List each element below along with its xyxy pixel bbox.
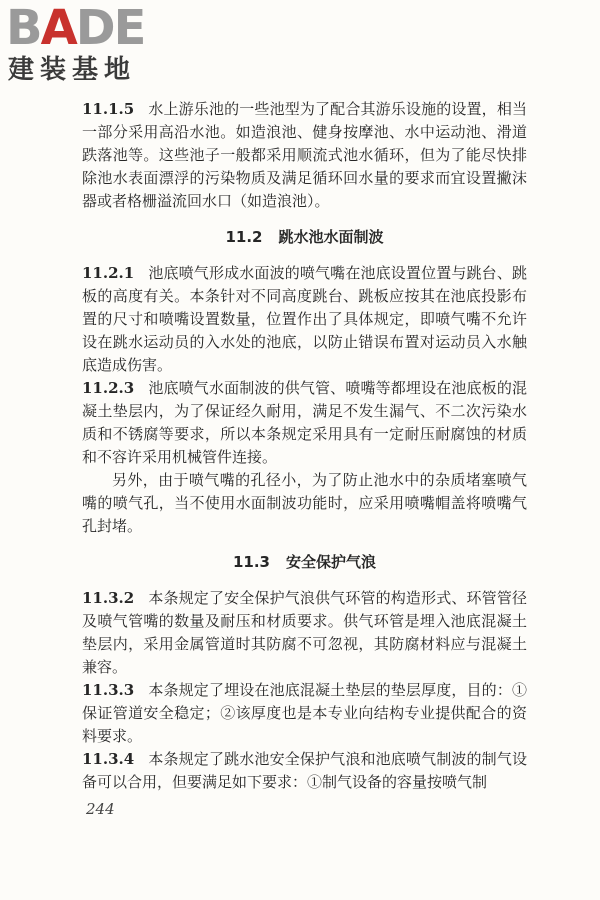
clause-text: 本条规定了埋设在池底混凝土垫层的垫层厚度，目的：①保证管道安全稳定；②该厚度也是本专业向结构专业提供配合的资料要求。 — [82, 681, 527, 745]
section-heading-11-2 — [82, 226, 527, 249]
clause-text: 池底喷气形成水面波的喷气嘴在池底设置位置与跳台、跳板的高度有关。本条针对不同高度跳台、跳板应按其在池底投影布置的尺寸和喷嘴设置数量，位置作出了具体规定，即喷气嘴不允许设在跳水运动员的入水处的池底，以防止错误布置对运动员入水触底造成伤害。 — [82, 264, 527, 374]
logo-chinese-text: 建装基地 — [8, 55, 137, 85]
paragraph-11-2-3 — [82, 377, 527, 469]
clause-text: 本条规定了跳水池安全保护气浪和池底喷气制波的制气设备可以合用，但要满足如下要求：①制气设备的容量按喷气制 — [82, 750, 527, 791]
paragraph-11-2-1 — [82, 262, 527, 377]
logo-letter-b: B — [6, 0, 41, 56]
paragraph-continuation: 另外，由于喷气嘴的孔径小，为了防止池水中的杂质堵塞喷气嘴的喷气孔，当不使用水面制波功能时，应采用喷嘴帽盖将喷嘴气孔封堵。 — [82, 471, 527, 535]
clause-number: 11.3.4 — [82, 750, 135, 768]
clause-number: 11.2.1 — [82, 264, 135, 282]
section-number: 11.3 — [232, 553, 270, 571]
paragraph-11-3-4 — [82, 748, 527, 794]
clause-number: 11.2.3 — [82, 379, 135, 397]
logo-letter-a: A — [40, 0, 76, 56]
paragraph-11-3-2 — [82, 587, 527, 679]
clause-text: 本条规定了安全保护气浪供气环管的构造形式、环管管径及喷气管嘴的数量及耐压和材质要求。供气环管是埋入池底混凝土垫层内，采用金属管道时其防腐不可忽视，其防腐材料应与混凝土兼容。 — [82, 589, 527, 676]
logo-latin-text — [6, 0, 145, 56]
body-text — [82, 98, 527, 794]
clause-text: 水上游乐池的一些池型为了配合其游乐设施的设置，相当一部分采用高沿水池。如造浪池、健身按摩池、水中运动池、滑道跌落池等。这些池子一般都采用顺流式池水循环，但为了能尽快排除池水表面漂浮的污染物质及满足循环回水量的要求而宜设置撇沫器或者格栅溢流回水口（如造浪池）。 — [82, 100, 527, 210]
section-heading-11-3 — [82, 551, 527, 574]
page-number: 244 — [86, 800, 115, 818]
logo-letters-de: DE — [75, 0, 145, 56]
section-title: 跳水池水面制波 — [278, 228, 384, 246]
section-number: 11.2 — [225, 228, 263, 246]
paragraph-11-3-3 — [82, 679, 527, 748]
section-title: 安全保护气浪 — [286, 553, 377, 571]
paragraph-11-1-5 — [82, 98, 527, 213]
clause-text: 池底喷气水面制波的供气管、喷嘴等都埋设在池底板的混凝土垫层内，为了保证经久耐用，满足不发生漏气、不二次污染水质和不锈腐等要求，所以本条规定采用具有一定耐压耐腐蚀的材质和不容许采用机械管件连接。 — [82, 379, 527, 466]
clause-number: 11.3.2 — [82, 589, 135, 607]
clause-number: 11.3.3 — [82, 681, 135, 699]
bade-logo — [6, 0, 186, 88]
clause-number: 11.1.5 — [82, 100, 135, 118]
